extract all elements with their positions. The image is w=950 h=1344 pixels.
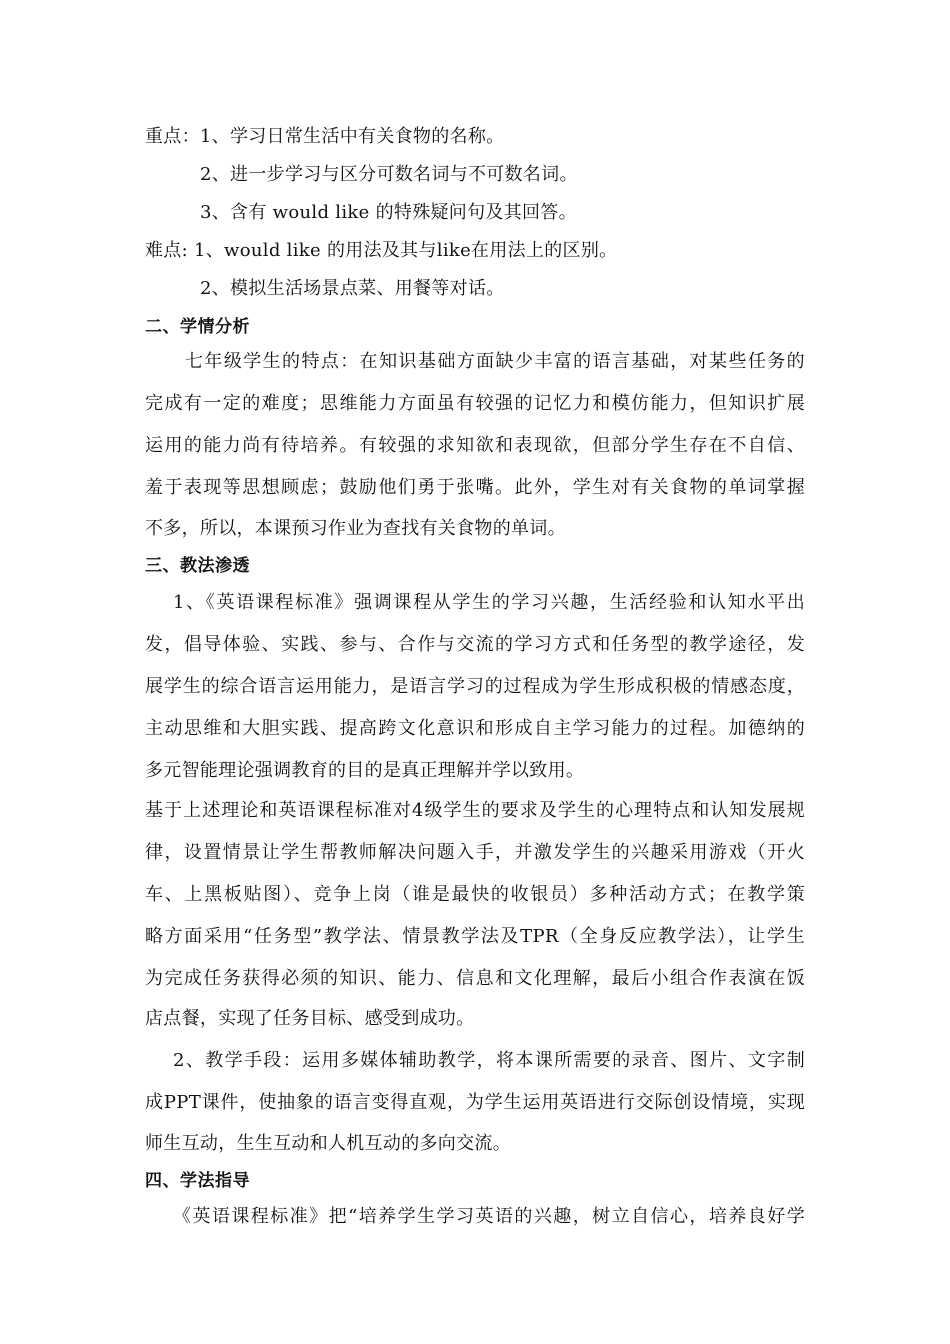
paragraph-line: 不多，所以，本课预习作业为查找有关食物的单词。: [145, 518, 566, 539]
difficulties-line-1: [145, 240, 617, 262]
paragraph-line: 七年级学生的特点：在知识基础方面缺少丰富的语言基础，对某些任务的: [185, 351, 805, 372]
paragraph-line: 完成有一定的难度；思维能力方面虽有较强的记忆力和模仿能力，但知识扩展: [145, 393, 805, 414]
paragraph-line: 多元智能理论强调教育的目的是真正理解并学以致用。: [145, 760, 585, 781]
difficulties-label: 难点:: [145, 240, 188, 261]
paragraph-line: 1、《英语课程标准》强调课程从学生的学习兴趣，生活经验和认知水平出: [173, 592, 805, 613]
paragraph-line: 发，倡导体验、实践、参与、合作与交流的学习方式和任务型的教学途径，发: [145, 634, 805, 655]
difficulty-item: 2、模拟生活场景点菜、用餐等对话。: [200, 278, 505, 299]
paragraph-line: 2、教学手段：运用多媒体辅助教学，将本课所需要的录音、图片、文字制: [173, 1050, 805, 1071]
key-points-line-1: [145, 126, 504, 148]
paragraph-line: 主动思维和大胆实践、提高跨文化意识和形成自主学习能力的过程。加德纳的: [145, 718, 805, 739]
key-point-item: 2、进一步学习与区分可数名词与不可数名词。: [200, 164, 578, 185]
paragraph-line: 运用的能力尚有待培养。有较强的求知欲和表现欲，但部分学生存在不自信、: [145, 435, 805, 456]
paragraph-line: 师生互动，生生互动和人机互动的多向交流。: [145, 1133, 511, 1154]
paragraph-line: 为完成任务获得必须的知识、能力、信息和文化理解，最后小组合作表演在饭: [145, 968, 805, 989]
paragraph-line: 车、上黑板贴图）、竞争上岗（谁是最快的收银员）多种活动方式；在教学策: [145, 884, 805, 905]
section-heading: 二、学情分析: [145, 317, 250, 337]
key-point-item: 1、学习日常生活中有关食物的名称。: [199, 126, 505, 147]
paragraph-line: 《英语课程标准》把“培养学生学习英语的兴趣，树立自信心，培养良好学: [173, 1206, 805, 1227]
paragraph-line: 律，设置情景让学生帮教师解决问题入手，并激发学生的兴趣采用游戏（开火: [145, 842, 805, 863]
paragraph-line: 成PPT课件，使抽象的语言变得直观，为学生运用英语进行交际创设情境，实现: [145, 1092, 805, 1113]
paragraph-line: 展学生的综合语言运用能力，是语言学习的过程成为学生形成积极的情感态度，: [145, 676, 805, 697]
paragraph-line: 店点餐，实现了任务目标、感受到成功。: [145, 1008, 475, 1029]
difficulty-item: 1、would like 的用法及其与like在用法上的区别。: [187, 240, 618, 261]
key-point-item: 3、含有 would like 的特殊疑问句及其回答。: [200, 202, 577, 223]
paragraph-line: 基于上述理论和英语课程标准对4级学生的要求及学生的心理特点和认知发展规: [145, 800, 805, 821]
paragraph-line: 略方面采用“任务型”教学法、情景教学法及TPR（全身反应教学法），让学生: [145, 926, 805, 947]
section-heading: 四、学法指导: [145, 1171, 250, 1191]
section-heading: 三、教法渗透: [145, 556, 250, 576]
key-points-label: 重点：: [145, 126, 200, 147]
paragraph-line: 羞于表现等思想顾虑；鼓励他们勇于张嘴。此外，学生对有关食物的单词掌握: [145, 477, 805, 498]
